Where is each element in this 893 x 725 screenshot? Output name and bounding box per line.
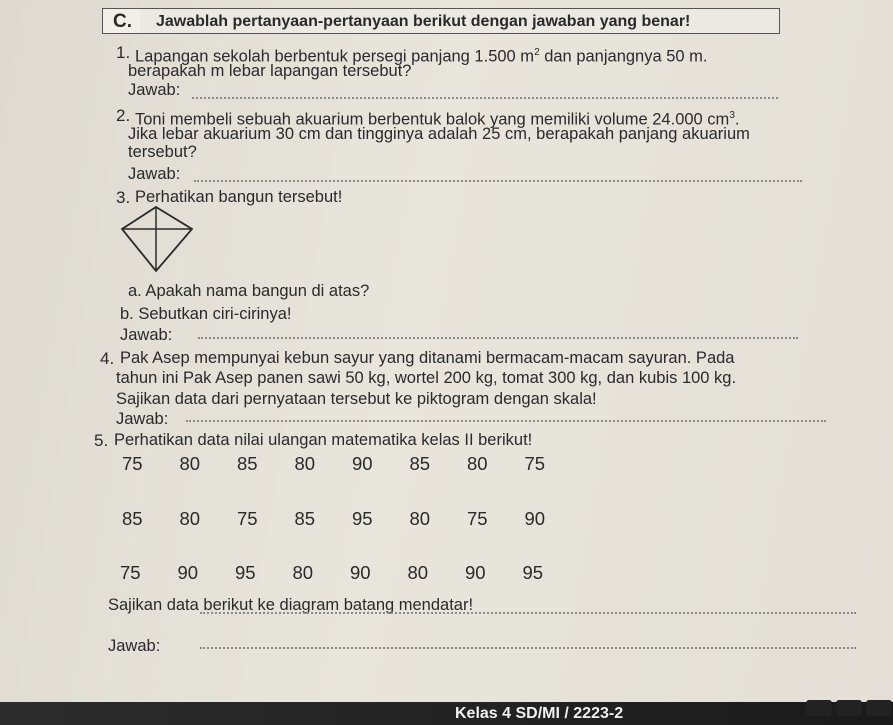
q2-line3: tersebut? xyxy=(128,143,197,161)
q5-data-row-1 xyxy=(122,453,582,475)
data-cell: 85 xyxy=(294,508,316,529)
q1-superscript: 2 xyxy=(534,47,540,58)
data-cell: 90 xyxy=(352,453,373,474)
data-cell: 75 xyxy=(467,508,488,529)
q2-superscript: 3 xyxy=(729,110,735,121)
q1-number: 1. xyxy=(116,43,131,62)
footer-bar xyxy=(0,702,893,725)
kite-shape-figure xyxy=(118,205,198,273)
data-cell: 95 xyxy=(352,508,373,529)
q5-text: Perhatikan data nilai ulangan matematika kelas II berikut! xyxy=(114,431,533,449)
section-title: Jawablah pertanyaan-pertanyaan berikut dengan jawaban yang benar! xyxy=(140,8,780,34)
data-cell: 80 xyxy=(407,562,429,583)
q3-answer-label: Jawab: xyxy=(120,326,173,344)
data-cell: 80 xyxy=(294,453,316,474)
data-cell: 90 xyxy=(177,562,199,583)
data-cell: 95 xyxy=(235,562,256,583)
data-cell: 75 xyxy=(237,508,258,529)
section-label: C. xyxy=(102,8,142,34)
q3-text: Perhatikan bangun tersebut! xyxy=(135,188,343,206)
data-cell: 75 xyxy=(120,562,141,583)
q2-answer-label: Jawab: xyxy=(128,165,181,183)
q3-number: 3. xyxy=(116,188,131,207)
footer-text: Kelas 4 SD/MI / 2223-2 xyxy=(455,705,624,722)
q4-line2: tahun ini Pak Asep panen sawi 50 kg, wortel 200 kg, tomat 300 kg, dan kubis 100 kg. xyxy=(116,369,737,387)
q2-number: 2. xyxy=(116,106,131,125)
q1-line1-a: Lapangan sekolah berbentuk persegi panjang 1.500 m xyxy=(135,47,535,66)
q2-answer-line[interactable] xyxy=(194,180,802,182)
data-cell: 85 xyxy=(409,453,431,474)
data-cell: 75 xyxy=(524,453,546,474)
q1-line1-b: dan panjangnya 50 m. xyxy=(539,47,708,66)
q5-instruction: Sajikan data berikut ke diagram batang mendatar! xyxy=(108,596,474,614)
footer-decor-block xyxy=(866,700,892,716)
q1-answer-line[interactable] xyxy=(192,97,778,99)
data-cell: 80 xyxy=(179,508,201,529)
q2-line1-a: Toni membeli sebuah akuarium berbentuk balok yang memiliki volume 24.000 cm xyxy=(135,110,730,129)
footer-decor-block xyxy=(836,700,862,716)
q5-number: 5. xyxy=(94,431,109,450)
q2-line1-b: . xyxy=(734,110,740,129)
data-cell: 90 xyxy=(350,562,371,583)
data-cell: 85 xyxy=(122,508,143,529)
q5-data-row-3 xyxy=(120,562,580,584)
q4-answer-line[interactable] xyxy=(186,420,826,422)
data-cell: 75 xyxy=(122,453,143,474)
q5-answer-line[interactable] xyxy=(200,647,856,649)
data-cell: 80 xyxy=(179,453,201,474)
q4-line3: Sajikan data dari pernyataan tersebut ke piktogram dengan skala! xyxy=(116,390,597,408)
q2-line2: Jika lebar akuarium 30 cm dan tingginya adalah 25 cm, berapakah panjang akuarium xyxy=(128,125,750,143)
data-cell: 85 xyxy=(237,453,258,474)
data-cell: 80 xyxy=(467,453,488,474)
q5-answer-label: Jawab: xyxy=(108,637,161,655)
q1-answer-label: Jawab: xyxy=(128,81,181,99)
footer-decor-block xyxy=(806,700,832,716)
q3-part-b: b. Sebutkan ciri-cirinya! xyxy=(120,305,292,323)
q3-part-a: a. Apakah nama bangun di atas? xyxy=(128,282,370,300)
q4-line1: Pak Asep mempunyai kebun sayur yang ditanami bermacam-macam sayuran. Pada xyxy=(120,349,735,367)
q3-answer-line[interactable] xyxy=(198,337,798,339)
data-cell: 80 xyxy=(409,508,431,529)
data-cell: 90 xyxy=(524,508,546,529)
data-cell: 90 xyxy=(465,562,486,583)
q4-answer-label: Jawab: xyxy=(116,410,169,428)
q1-line2: berapakah m lebar lapangan tersebut? xyxy=(128,62,412,80)
data-cell: 95 xyxy=(522,562,544,583)
data-cell: 80 xyxy=(292,562,314,583)
q4-number: 4. xyxy=(100,349,115,368)
q5-instruction-line xyxy=(200,612,856,614)
q5-data-row-2 xyxy=(122,508,582,530)
